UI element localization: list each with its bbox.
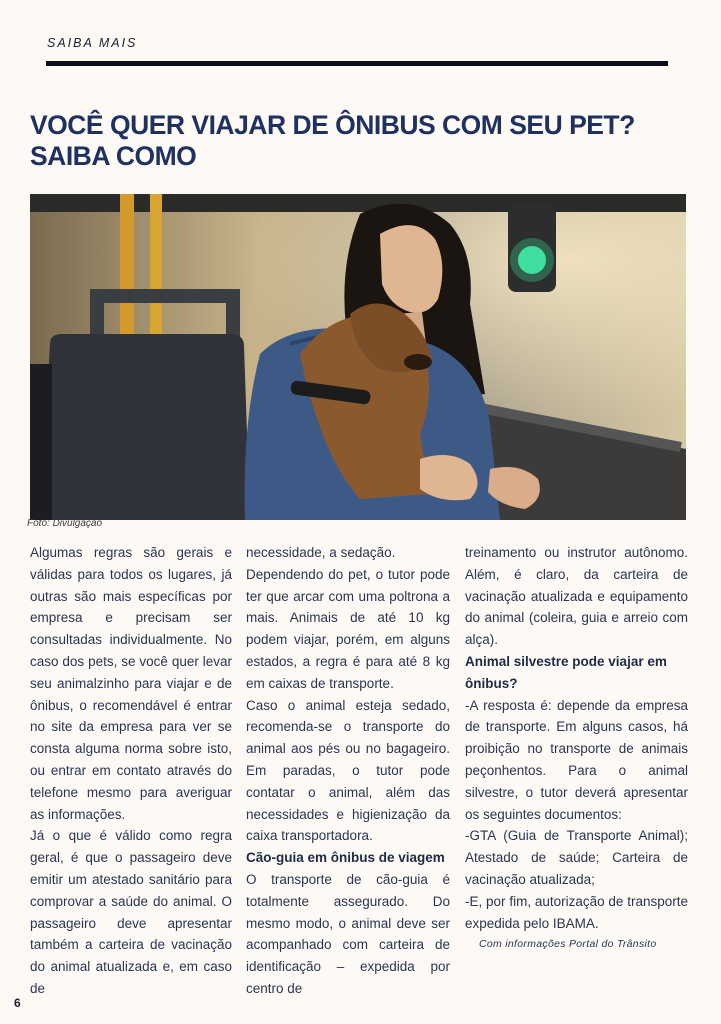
title-line-2: SAIBA COMO bbox=[30, 141, 197, 171]
col2-paragraph-1: necessidade, a sedação. bbox=[246, 545, 396, 560]
col2-paragraph-3: Caso o animal esteja sedado, recomenda-se o transporte do animal aos pés ou no bagageiro. Em paradas, o tutor pode contatar o animal, além das necessidades e higienização da caixa transportadora. bbox=[246, 697, 450, 844]
col3-paragraph-4: -E, por fim, autorização de transporte expedida pelo IBAMA. bbox=[465, 893, 688, 931]
guide-dog-heading: Cão-guia em ônibus de viagem bbox=[246, 850, 445, 866]
photo-caption: Foto: Divulgação bbox=[27, 518, 103, 529]
source-credit: Com informações Portal do Trânsito bbox=[479, 938, 657, 950]
article-title bbox=[30, 110, 690, 172]
col2-paragraph-4: O transporte de cão-guia é totalmente assegurado. Do mesmo modo, o animal deve ser acompanhado com carteira de identificação – expedida por centro de bbox=[246, 871, 450, 996]
title-line-1: VOCÊ QUER VIAJAR DE ÔNIBUS COM SEU PET? bbox=[30, 110, 635, 140]
section-label: SAIBA MAIS bbox=[47, 36, 138, 50]
page-number: 6 bbox=[14, 996, 21, 1010]
col1-paragraph-1: Algumas regras são gerais e válidas para todos os lugares, já outras são mais específicas por empresa e precisam ser consultadas individualmente. No caso dos pets, se você quer levar seu animalzinho para viajar e de ônibus, o recomendável é entrar no site da empresa para ver se consta alguma norma sobre isto, ou entrar em contato através do telefone mesmo para averiguar as informações. bbox=[30, 545, 232, 822]
header-rule bbox=[46, 61, 668, 66]
col2-paragraph-2: Dependendo do pet, o tutor pode ter que arcar com uma poltrona a mais. Animais de até 10 kg podem viajar, porém, em alguns estados, a regra é para até 8 kg em caixas de transporte. bbox=[246, 566, 450, 691]
column-2 bbox=[246, 542, 450, 1000]
article-photo bbox=[30, 194, 686, 520]
wild-animal-heading: Animal silvestre pode viajar em ônibus? bbox=[465, 653, 667, 691]
col3-paragraph-2: -A resposta é: depende da empresa de transporte. Em alguns casos, há proibição no transporte de animais peçonhentos. Para o animal silvestre, o tutor deverá apresentar os seguintes documentos: bbox=[465, 697, 688, 822]
col1-paragraph-2: Já o que é válido como regra geral, é que o passageiro deve emitir um atestado sanitário para comprovar a saúde do animal. O passageiro deve apresentar também a carteira de vacinação do animal atualizada e, em caso de bbox=[30, 828, 232, 996]
column-3 bbox=[465, 542, 688, 934]
column-1 bbox=[30, 542, 232, 1000]
col3-paragraph-1: treinamento ou instrutor autônomo. Além, é claro, da carteira de vacinação atualizada e equipamento do animal (coleira, guia e arreio com alça). bbox=[465, 545, 688, 648]
col3-paragraph-3: -GTA (Guia de Transporte Animal); Atestado de saúde; Carteira de vacinação atualizada; bbox=[465, 828, 688, 887]
